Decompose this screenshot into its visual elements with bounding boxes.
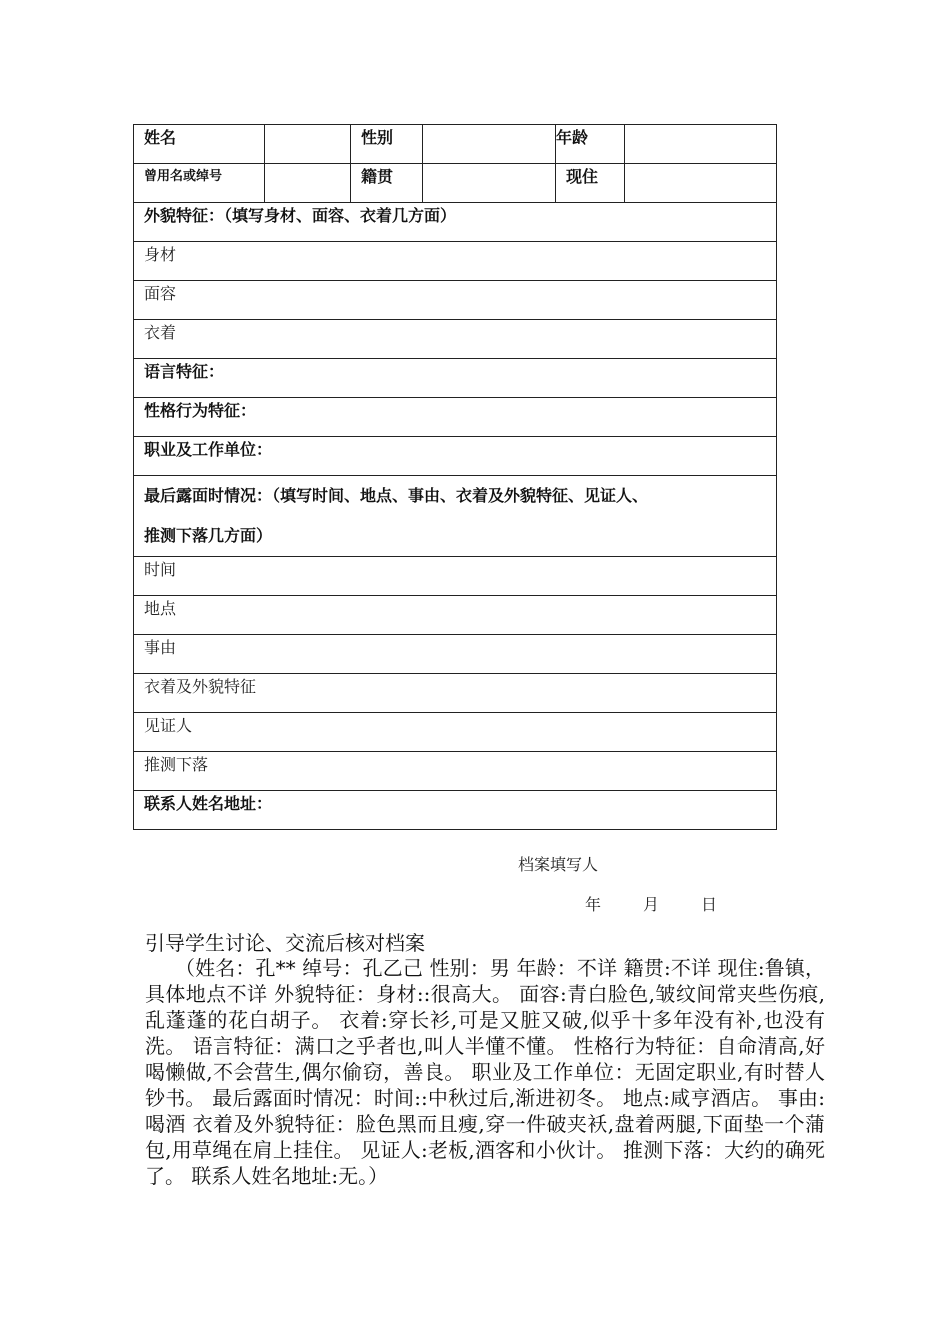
last-seen-heading-line2: 推测下落几方面） <box>144 526 273 545</box>
appearance-clothing-field[interactable]: 衣着 <box>134 320 777 359</box>
alias-value-cell[interactable] <box>265 164 351 203</box>
missing-person-archive-form <box>133 124 777 830</box>
last-seen-heading-line1: 最后露面时情况：（填写时间、地点、事由、衣着及外貌特征、见证人、 <box>144 486 649 505</box>
last-seen-time-field[interactable]: 时间 <box>134 557 777 596</box>
appearance-heading: 外貌特征：（填写身材、面容、衣着几方面） <box>134 203 777 242</box>
language-field[interactable]: 语言特征： <box>134 359 777 398</box>
form-row-basic-info <box>134 125 777 164</box>
archive-answer-paragraph: （姓名：孔** 绰号：孔乙己 性别：男 年龄：不详 籍贯:不详 现住:鲁镇，具体地点不详 外貌特征：身材::很高大。 面容:青白脸色,皱纹间常夹些伤痕,乱蓬蓬的花白胡子。 衣着:穿长衫,可是又脏又破,似乎十多年没有补,也没有洗。 语言特征：满口之乎者也,叫人半懂不懂。 性格行为特征：自命清高,好喝懒做,不会营生,偶尔偷窃，善良。 职业及工作单位：无固定职业,有时替人钞书。 最后露面时情况：时间::中秋过后,渐进初冬。 地点:咸亨酒店。 事由:喝酒 衣着及外貌特征：脸色黑而且瘦,穿一件破夹袄,盘着两腿,下面垫一个蒲包,用草绳在肩上挂住。 见证人:老板,酒客和小伙计。 推测下落：大约的确死了。 联系人姓名地址:无。） <box>145 956 825 1188</box>
residence-label: 现住 <box>556 164 625 203</box>
date-day: 日 <box>701 895 718 914</box>
last-seen-heading <box>134 476 777 557</box>
gender-value-cell[interactable] <box>423 125 556 164</box>
origin-label: 籍贯 <box>351 164 423 203</box>
occupation-field[interactable]: 职业及工作单位： <box>134 437 777 476</box>
last-seen-whereabouts-field[interactable]: 推测下落 <box>134 752 777 791</box>
personality-field[interactable]: 性格行为特征： <box>134 398 777 437</box>
appearance-face-field[interactable]: 面容 <box>134 281 777 320</box>
contact-field[interactable]: 联系人姓名地址： <box>134 791 777 830</box>
alias-label: 曾用名或绰号 <box>134 164 265 203</box>
date-year: 年 <box>585 895 602 914</box>
last-seen-place-field[interactable]: 地点 <box>134 596 777 635</box>
age-label: 年龄 <box>556 125 625 164</box>
last-seen-reason-field[interactable]: 事由 <box>134 635 777 674</box>
date-month: 月 <box>643 895 660 914</box>
archive-filler-label: 档案填写人 <box>518 855 599 874</box>
gender-label: 性别 <box>351 125 423 164</box>
origin-value-cell[interactable] <box>423 164 556 203</box>
last-seen-witness-field[interactable]: 见证人 <box>134 713 777 752</box>
form-row-origin-info <box>134 164 777 203</box>
appearance-build-field[interactable]: 身材 <box>134 242 777 281</box>
age-value-cell[interactable] <box>625 125 777 164</box>
last-seen-appearance-field[interactable]: 衣着及外貌特征 <box>134 674 777 713</box>
discussion-heading: 引导学生讨论、交流后核对档案 <box>145 931 425 955</box>
name-value-cell[interactable] <box>265 125 351 164</box>
name-label: 姓名 <box>134 125 265 164</box>
residence-value-cell[interactable] <box>625 164 777 203</box>
